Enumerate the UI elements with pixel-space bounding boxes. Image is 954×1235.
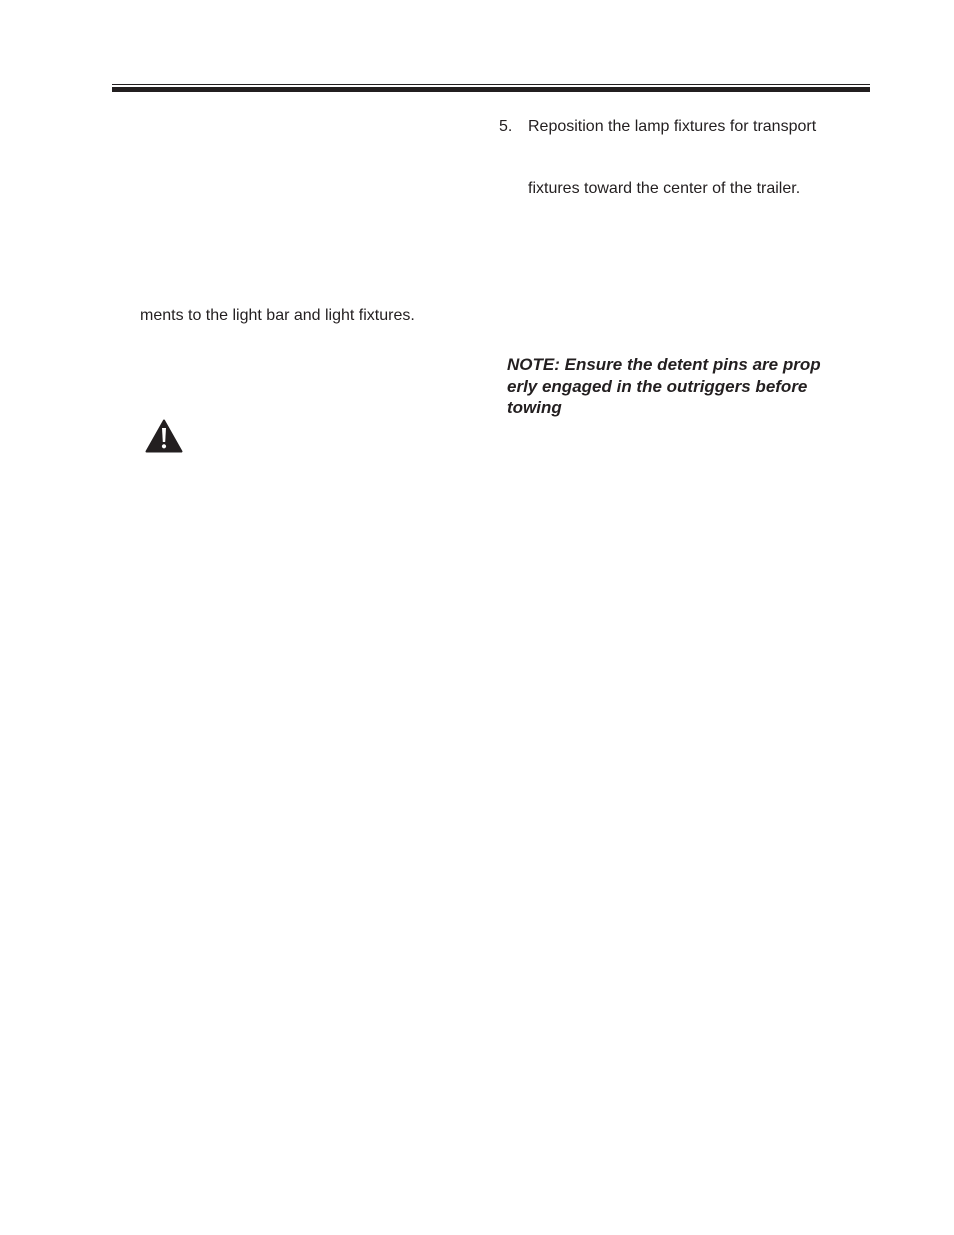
note-line-1: NOTE: Ensure the detent pins are prop	[507, 355, 821, 374]
step-text-line-2: fixtures toward the center of the trailer.	[528, 180, 801, 197]
left-column-text: ments to the light bar and light fixtures.	[140, 307, 415, 324]
warning-triangle-icon	[145, 419, 183, 453]
header-rule-thick	[112, 87, 870, 92]
note-line-2: erly engaged in the outriggers before	[507, 376, 808, 396]
header-rule-thin	[112, 84, 870, 85]
step-number: 5.	[499, 118, 513, 135]
note-block	[507, 354, 857, 419]
step-text-line-1: Reposition the lamp fixtures for transport	[528, 118, 817, 135]
note-line-3: towing	[507, 398, 562, 417]
